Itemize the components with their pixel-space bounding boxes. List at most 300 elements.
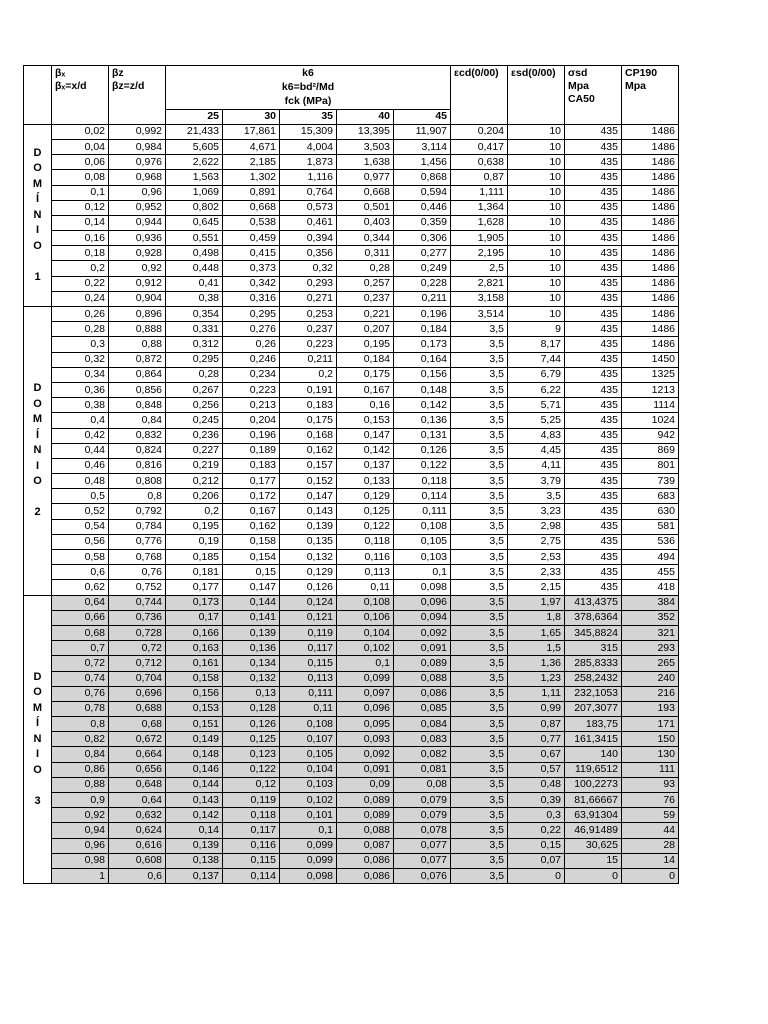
table-cell: 8,17 xyxy=(508,337,565,352)
table-cell: 0,108 xyxy=(394,519,451,534)
table-cell: 0,123 xyxy=(223,747,280,762)
table-cell: 0,668 xyxy=(223,200,280,215)
table-cell: 0,944 xyxy=(109,215,166,230)
table-cell: 435 xyxy=(565,246,622,261)
domain-letter: N xyxy=(33,444,42,457)
header-bx-line1: βₓ xyxy=(55,67,66,79)
table-cell: 0,28 xyxy=(166,367,223,382)
table-cell: 0,206 xyxy=(166,489,223,504)
table-cell: 15 xyxy=(565,853,622,868)
table-cell: 1486 xyxy=(622,322,679,337)
table-cell: 0,189 xyxy=(223,443,280,458)
domain-letter: N xyxy=(33,208,42,221)
table-cell: 0,624 xyxy=(109,823,166,838)
table-cell: 0 xyxy=(508,868,565,883)
table-cell: 0,94 xyxy=(52,823,109,838)
table-cell: 0,246 xyxy=(223,352,280,367)
table-cell: 3,5 xyxy=(451,337,508,352)
table-cell: 0,158 xyxy=(223,534,280,549)
table-cell: 0,18 xyxy=(52,246,109,261)
table-cell: 0,236 xyxy=(166,428,223,443)
table-cell: 0,137 xyxy=(166,868,223,883)
domain-letter: O xyxy=(33,686,42,699)
table-cell: 0,72 xyxy=(109,641,166,656)
table-cell: 0,139 xyxy=(280,519,337,534)
domain-label-3 xyxy=(24,595,52,884)
table-cell: 265 xyxy=(622,656,679,671)
table-cell: 3,5 xyxy=(451,322,508,337)
table-row xyxy=(24,246,679,261)
table-cell: 0,12 xyxy=(52,200,109,215)
table-cell: 0,143 xyxy=(166,793,223,808)
table-cell: 119,6512 xyxy=(565,762,622,777)
header-ecd: εcd(0/00) xyxy=(451,66,508,125)
table-cell: 0,86 xyxy=(52,762,109,777)
table-row xyxy=(24,489,679,504)
domain-letter xyxy=(24,254,51,270)
table-cell: 0,88 xyxy=(109,337,166,352)
table-cell: 435 xyxy=(565,367,622,382)
domain-letter: D xyxy=(33,382,42,395)
table-row xyxy=(24,838,679,853)
table-cell: 0,183 xyxy=(280,398,337,413)
domain-letter: I xyxy=(35,224,40,237)
table-cell: 0,62 xyxy=(52,580,109,595)
table-cell: 0,752 xyxy=(109,580,166,595)
table-cell: 5,71 xyxy=(508,398,565,413)
table-cell: 0,101 xyxy=(280,808,337,823)
table-cell: 0,183 xyxy=(223,458,280,473)
table-cell: 1486 xyxy=(622,231,679,246)
table-cell: 0,87 xyxy=(451,170,508,185)
table-cell: 0 xyxy=(565,868,622,883)
table-cell: 0,162 xyxy=(280,443,337,458)
table-cell: 0,181 xyxy=(166,565,223,580)
table-cell: 581 xyxy=(622,519,679,534)
table-cell: 0,3 xyxy=(52,337,109,352)
table-row xyxy=(24,443,679,458)
table-cell: 0,968 xyxy=(109,170,166,185)
table-cell: 0,107 xyxy=(280,732,337,747)
table-cell: 0,28 xyxy=(337,261,394,276)
header-bx xyxy=(52,66,109,125)
table-cell: 21,433 xyxy=(166,124,223,139)
table-cell: 11,907 xyxy=(394,124,451,139)
table-cell: 435 xyxy=(565,474,622,489)
table-cell: 3,79 xyxy=(508,474,565,489)
table-cell: 13,395 xyxy=(337,124,394,139)
table-cell: 0,34 xyxy=(52,367,109,382)
table-cell: 10 xyxy=(508,124,565,139)
table-cell: 0,8 xyxy=(109,489,166,504)
table-cell: 0,768 xyxy=(109,550,166,565)
table-cell: 3,5 xyxy=(451,474,508,489)
table-cell: 3,114 xyxy=(394,139,451,154)
table-cell: 1,97 xyxy=(508,595,565,610)
table-cell: 0,38 xyxy=(52,398,109,413)
table-cell: 0,403 xyxy=(337,215,394,230)
table-cell: 183,75 xyxy=(565,717,622,732)
table-cell: 0,191 xyxy=(280,382,337,397)
table-cell: 0,147 xyxy=(280,489,337,504)
table-cell: 4,45 xyxy=(508,443,565,458)
table-cell: 0,148 xyxy=(166,747,223,762)
table-cell: 0,594 xyxy=(394,185,451,200)
table-cell: 4,671 xyxy=(223,139,280,154)
table-cell: 0,267 xyxy=(166,382,223,397)
table-cell: 0,119 xyxy=(280,625,337,640)
table-cell: 140 xyxy=(565,747,622,762)
table-cell: 0,928 xyxy=(109,246,166,261)
table-cell: 0,102 xyxy=(337,641,394,656)
table-row xyxy=(24,793,679,808)
domain-label-2 xyxy=(24,307,52,596)
table-cell: 0,237 xyxy=(337,291,394,306)
table-cell: 1 xyxy=(52,868,109,883)
table-cell: 3,5 xyxy=(451,489,508,504)
table-cell: 0,096 xyxy=(394,595,451,610)
table-cell: 1,638 xyxy=(337,155,394,170)
table-cell: 0,104 xyxy=(280,762,337,777)
table-body xyxy=(24,124,679,883)
table-row xyxy=(24,656,679,671)
table-cell: 1,456 xyxy=(394,155,451,170)
table-cell: 435 xyxy=(565,291,622,306)
table-cell: 2,5 xyxy=(451,261,508,276)
table-cell: 14 xyxy=(622,853,679,868)
table-cell: 0,157 xyxy=(280,458,337,473)
table-cell: 0,097 xyxy=(337,686,394,701)
table-cell: 0,126 xyxy=(223,717,280,732)
table-cell: 0,115 xyxy=(223,853,280,868)
table-cell: 0,68 xyxy=(52,625,109,640)
table-cell: 10 xyxy=(508,139,565,154)
table-cell: 0,195 xyxy=(337,337,394,352)
table-cell: 0,089 xyxy=(394,656,451,671)
table-cell: 0,132 xyxy=(223,671,280,686)
table-cell: 0,153 xyxy=(166,701,223,716)
table-cell: 0,96 xyxy=(52,838,109,853)
header-bx-line2: βₓ=x/d xyxy=(55,80,87,92)
table-cell: 0,816 xyxy=(109,458,166,473)
table-cell: 0,446 xyxy=(394,200,451,215)
table-cell: 0,163 xyxy=(166,641,223,656)
table-cell: 1486 xyxy=(622,291,679,306)
table-cell: 0,213 xyxy=(223,398,280,413)
table-cell: 630 xyxy=(622,504,679,519)
domain-letter: D xyxy=(33,146,42,159)
table-cell: 0,331 xyxy=(166,322,223,337)
table-cell: 435 xyxy=(565,443,622,458)
table-cell: 413,4375 xyxy=(565,595,622,610)
table-cell: 0,96 xyxy=(109,185,166,200)
domain-letter: 1 xyxy=(34,270,41,283)
table-cell: 0,645 xyxy=(166,215,223,230)
table-cell: 76 xyxy=(622,793,679,808)
table-cell: 3,503 xyxy=(337,139,394,154)
table-cell: 0 xyxy=(622,868,679,883)
table-cell: 1486 xyxy=(622,337,679,352)
table-cell: 4,004 xyxy=(280,139,337,154)
table-cell: 0,119 xyxy=(223,793,280,808)
table-row xyxy=(24,717,679,732)
table-cell: 0,108 xyxy=(280,717,337,732)
table-cell: 0,099 xyxy=(280,838,337,853)
table-cell: 0,868 xyxy=(394,170,451,185)
table-row xyxy=(24,322,679,337)
table-cell: 0,1 xyxy=(52,185,109,200)
table-cell: 10 xyxy=(508,215,565,230)
table-cell: 0,102 xyxy=(280,793,337,808)
table-cell: 869 xyxy=(622,443,679,458)
table-cell: 6,22 xyxy=(508,382,565,397)
table-cell: 384 xyxy=(622,595,679,610)
table-cell: 0,12 xyxy=(223,777,280,792)
table-cell: 0,234 xyxy=(223,367,280,382)
domain-letter: D xyxy=(33,670,42,683)
header-cp-line2: Mpa xyxy=(625,80,646,92)
table-cell: 0,17 xyxy=(166,610,223,625)
table-cell: 0,114 xyxy=(394,489,451,504)
table-cell: 2,15 xyxy=(508,580,565,595)
table-cell: 0,538 xyxy=(223,215,280,230)
table-cell: 0,736 xyxy=(109,610,166,625)
table-cell: 3,5 xyxy=(451,565,508,580)
table-row xyxy=(24,853,679,868)
table-cell: 0,126 xyxy=(280,580,337,595)
table-row xyxy=(24,200,679,215)
table-cell: 435 xyxy=(565,565,622,580)
table-cell: 0,344 xyxy=(337,231,394,246)
table-cell: 193 xyxy=(622,701,679,716)
table-cell: 683 xyxy=(622,489,679,504)
table-cell: 0,551 xyxy=(166,231,223,246)
table-cell: 435 xyxy=(565,382,622,397)
table-cell: 0,15 xyxy=(508,838,565,853)
table-cell: 0,143 xyxy=(280,504,337,519)
table-cell: 0,896 xyxy=(109,307,166,322)
table-cell: 0,113 xyxy=(280,671,337,686)
table-cell: 0,223 xyxy=(223,382,280,397)
table-row xyxy=(24,139,679,154)
table-cell: 1,65 xyxy=(508,625,565,640)
table-cell: 1,873 xyxy=(280,155,337,170)
domain-letter xyxy=(24,778,51,794)
table-cell: 0,46 xyxy=(52,458,109,473)
table-cell: 0,088 xyxy=(337,823,394,838)
table-cell: 0,3 xyxy=(508,808,565,823)
table-cell: 0,608 xyxy=(109,853,166,868)
table-cell: 81,66667 xyxy=(565,793,622,808)
table-cell: 0,092 xyxy=(337,747,394,762)
table-cell: 0,8 xyxy=(52,717,109,732)
table-cell: 0,9 xyxy=(52,793,109,808)
table-cell: 0,219 xyxy=(166,458,223,473)
table-cell: 0,373 xyxy=(223,261,280,276)
table-cell: 0,67 xyxy=(508,747,565,762)
table-cell: 0,276 xyxy=(223,322,280,337)
table-cell: 3,5 xyxy=(451,519,508,534)
table-cell: 0,092 xyxy=(394,625,451,640)
table-cell: 1325 xyxy=(622,367,679,382)
table-cell: 0,111 xyxy=(280,686,337,701)
table-cell: 0,089 xyxy=(337,793,394,808)
table-cell: 0,116 xyxy=(223,838,280,853)
table-row xyxy=(24,215,679,230)
table-row xyxy=(24,382,679,397)
table-cell: 2,33 xyxy=(508,565,565,580)
table-cell: 435 xyxy=(565,155,622,170)
table-cell: 30,625 xyxy=(565,838,622,853)
table-cell: 0,87 xyxy=(508,717,565,732)
table-cell: 0,104 xyxy=(337,625,394,640)
table-cell: 0,936 xyxy=(109,231,166,246)
table-cell: 0,137 xyxy=(337,458,394,473)
table-cell: 0,764 xyxy=(280,185,337,200)
table-cell: 435 xyxy=(565,170,622,185)
header-fck-40: 40 xyxy=(337,109,394,124)
table-cell: 3,5 xyxy=(451,534,508,549)
table-cell: 0,154 xyxy=(223,550,280,565)
table-cell: 0,152 xyxy=(280,474,337,489)
table-cell: 0,6 xyxy=(52,565,109,580)
header-ssd-line3: CA50 xyxy=(568,93,595,105)
table-cell: 0,142 xyxy=(337,443,394,458)
table-cell: 0,144 xyxy=(223,595,280,610)
header-ssd xyxy=(565,66,622,125)
table-cell: 0,872 xyxy=(109,352,166,367)
table-cell: 435 xyxy=(565,352,622,367)
domain-letter: I xyxy=(35,748,40,761)
table-cell: 1,23 xyxy=(508,671,565,686)
table-cell: 0,13 xyxy=(223,686,280,701)
header-bz xyxy=(109,66,166,125)
table-cell: 0,08 xyxy=(52,170,109,185)
table-cell: 0,992 xyxy=(109,124,166,139)
table-row xyxy=(24,276,679,291)
table-cell: 0,099 xyxy=(280,853,337,868)
table-cell: 435 xyxy=(565,489,622,504)
table-cell: 435 xyxy=(565,337,622,352)
domain-letter: O xyxy=(33,763,42,776)
table-cell: 0,086 xyxy=(337,868,394,883)
table-cell: 739 xyxy=(622,474,679,489)
table-cell: 171 xyxy=(622,717,679,732)
table-cell: 0,1 xyxy=(394,565,451,580)
table-cell: 0,316 xyxy=(223,291,280,306)
table-cell: 0,134 xyxy=(223,656,280,671)
table-cell: 536 xyxy=(622,534,679,549)
table-cell: 17,861 xyxy=(223,124,280,139)
table-cell: 5,605 xyxy=(166,139,223,154)
table-cell: 3,5 xyxy=(451,808,508,823)
table-cell: 0,16 xyxy=(52,231,109,246)
table-cell: 1486 xyxy=(622,276,679,291)
table-cell: 1,563 xyxy=(166,170,223,185)
table-row xyxy=(24,291,679,306)
table-cell: 0,114 xyxy=(223,868,280,883)
table-cell: 0,185 xyxy=(166,550,223,565)
table-cell: 0,162 xyxy=(223,519,280,534)
table-cell: 0,984 xyxy=(109,139,166,154)
table-cell: 0,136 xyxy=(223,641,280,656)
table-cell: 0,211 xyxy=(394,291,451,306)
table-cell: 3,5 xyxy=(451,641,508,656)
table-cell: 435 xyxy=(565,504,622,519)
table-cell: 0,118 xyxy=(223,808,280,823)
table-cell: 0,293 xyxy=(280,276,337,291)
table-cell: 3,5 xyxy=(451,656,508,671)
table-cell: 1114 xyxy=(622,398,679,413)
table-cell: 161,3415 xyxy=(565,732,622,747)
table-row xyxy=(24,519,679,534)
table-cell: 0,356 xyxy=(280,246,337,261)
table-cell: 5,25 xyxy=(508,413,565,428)
table-cell: 0,096 xyxy=(337,701,394,716)
table-cell: 0,161 xyxy=(166,656,223,671)
table-cell: 0,132 xyxy=(280,550,337,565)
table-cell: 0,41 xyxy=(166,276,223,291)
table-row xyxy=(24,504,679,519)
table-cell: 0,448 xyxy=(166,261,223,276)
table-cell: 1486 xyxy=(622,124,679,139)
table-cell: 0,117 xyxy=(280,641,337,656)
table-cell: 0,11 xyxy=(337,580,394,595)
domain-letter: O xyxy=(33,239,42,252)
table-cell: 46,91489 xyxy=(565,823,622,838)
table-cell: 0,56 xyxy=(52,534,109,549)
table-cell: 111 xyxy=(622,762,679,777)
table-cell: 0,196 xyxy=(394,307,451,322)
table-cell: 0,06 xyxy=(52,155,109,170)
table-cell: 0,149 xyxy=(166,732,223,747)
table-cell: 3,5 xyxy=(451,428,508,443)
table-cell: 0,16 xyxy=(337,398,394,413)
table-cell: 0,904 xyxy=(109,291,166,306)
table-cell: 0,2 xyxy=(166,504,223,519)
table-cell: 10 xyxy=(508,155,565,170)
table-cell: 0,221 xyxy=(337,307,394,322)
header-cp xyxy=(622,66,679,125)
table-cell: 0,089 xyxy=(337,808,394,823)
table-cell: 0,7 xyxy=(52,641,109,656)
table-cell: 0,802 xyxy=(166,200,223,215)
table-row xyxy=(24,580,679,595)
domain-letter: M xyxy=(32,701,43,714)
table-cell: 0,195 xyxy=(166,519,223,534)
table-cell: 3,5 xyxy=(451,701,508,716)
table-cell: 0,168 xyxy=(280,428,337,443)
table-cell: 0,111 xyxy=(394,504,451,519)
table-cell: 0,76 xyxy=(52,686,109,701)
table-cell: 2,53 xyxy=(508,550,565,565)
table-cell: 321 xyxy=(622,625,679,640)
table-cell: 1486 xyxy=(622,215,679,230)
table-cell: 0,177 xyxy=(166,580,223,595)
table-cell: 3,23 xyxy=(508,504,565,519)
table-cell: 0,126 xyxy=(394,443,451,458)
table-cell: 0,131 xyxy=(394,428,451,443)
table-cell: 0,92 xyxy=(109,261,166,276)
table-cell: 0,082 xyxy=(394,747,451,762)
table-cell: 435 xyxy=(565,413,622,428)
table-cell: 0,912 xyxy=(109,276,166,291)
table-row xyxy=(24,823,679,838)
table-cell: 0,237 xyxy=(280,322,337,337)
table-cell: 0,249 xyxy=(394,261,451,276)
table-cell: 0,07 xyxy=(508,853,565,868)
table-cell: 0,64 xyxy=(52,595,109,610)
